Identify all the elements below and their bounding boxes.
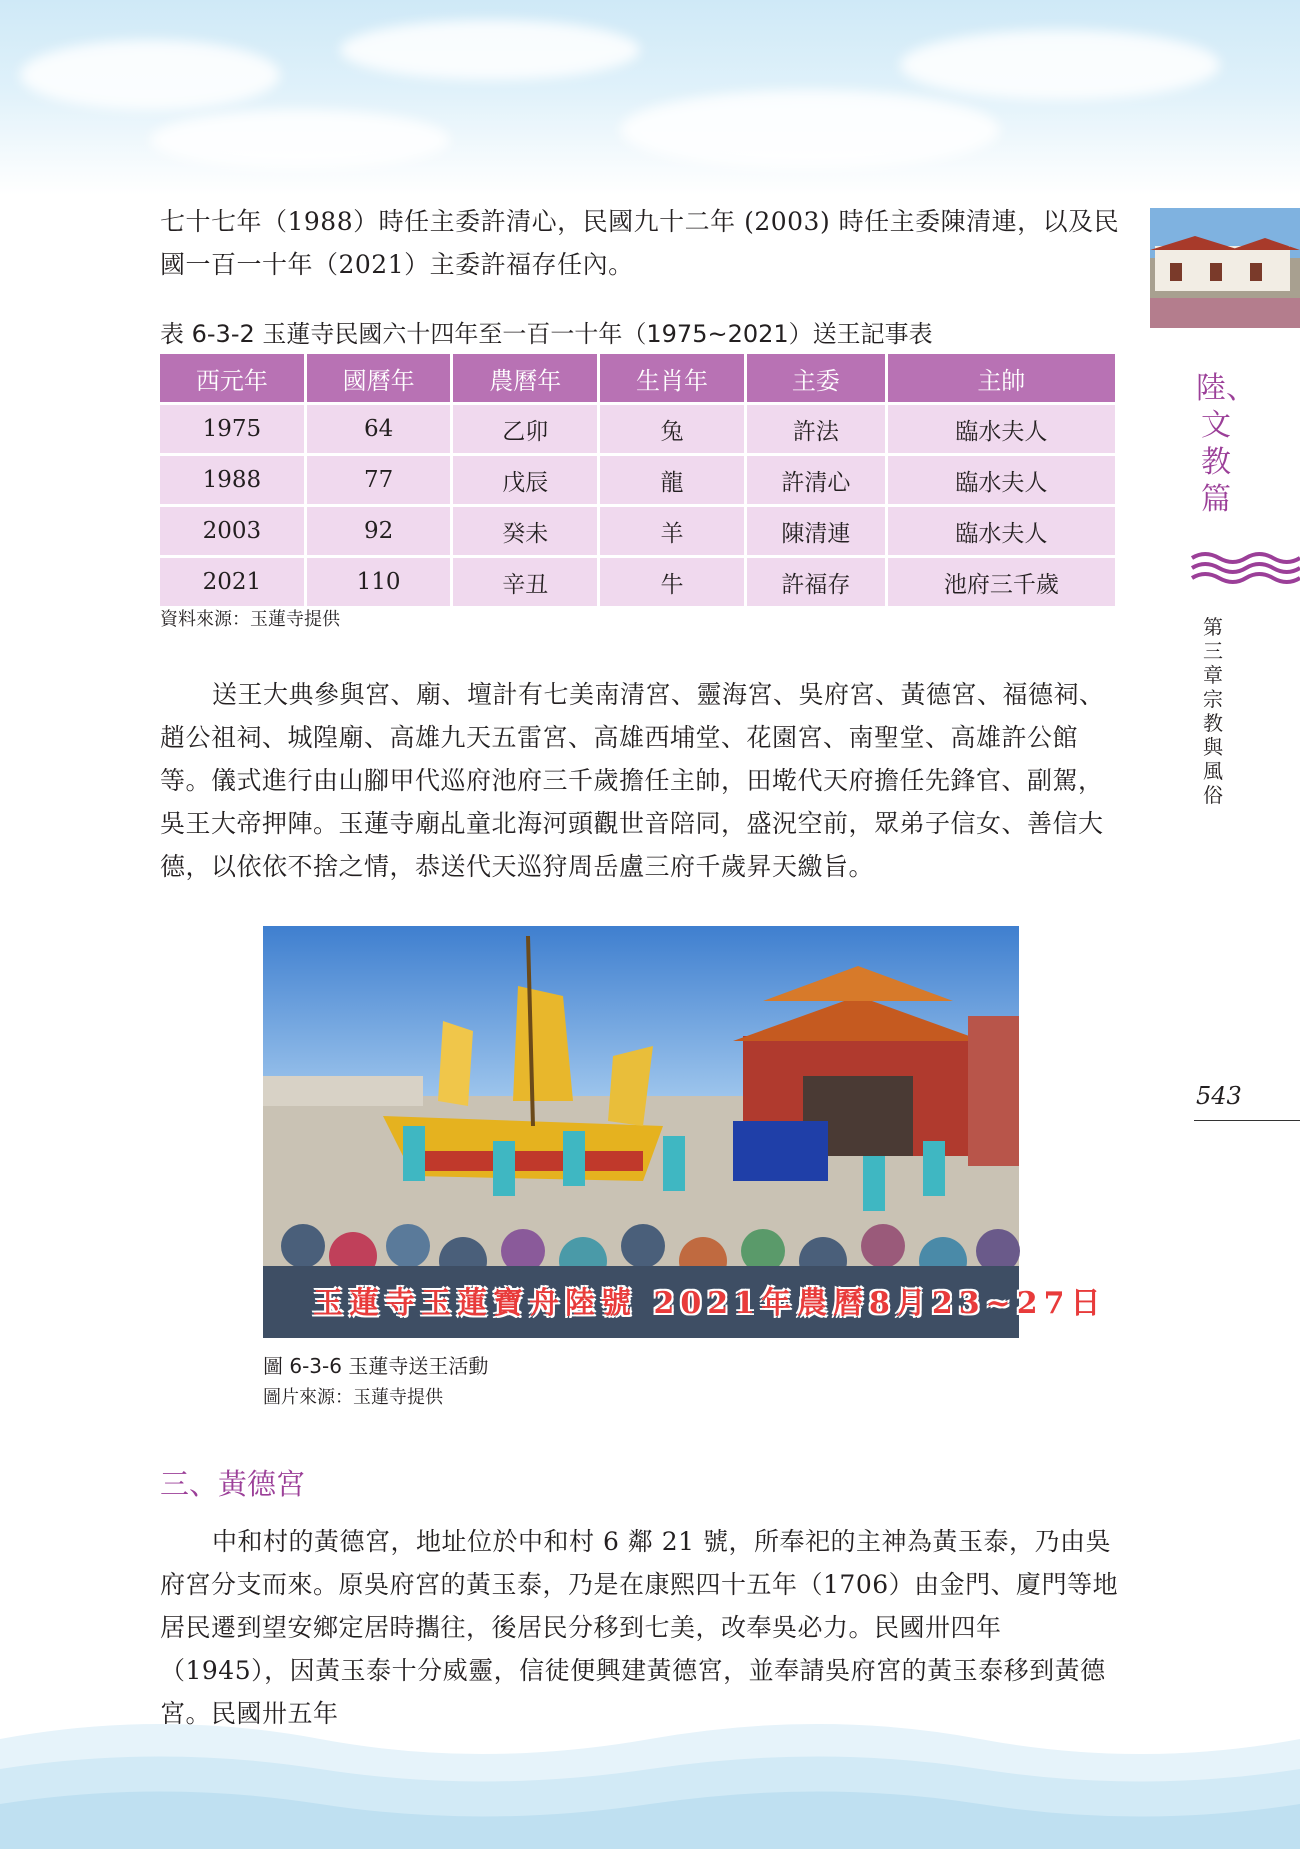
building-photo-illustration (1150, 208, 1300, 328)
page-number: 543 (1196, 1082, 1242, 1110)
section-heading: 三、黃德宮 (160, 1467, 306, 1501)
table-cell: 許清心 (747, 456, 885, 504)
table-cell: 牛 (600, 558, 744, 606)
column-header: 西元年 (160, 354, 304, 402)
table-cell: 2021 (160, 558, 304, 606)
table-cell: 辛丑 (453, 558, 597, 606)
table-cell: 戊辰 (453, 456, 597, 504)
column-header: 主帥 (888, 354, 1115, 402)
table-cell: 1988 (160, 456, 304, 504)
table-cell: 池府三千歲 (888, 558, 1115, 606)
figure-caption: 圖 6-3-6 玉蓮寺送王活動 (263, 1354, 489, 1378)
sidebar-chapter-title: 第三章 宗教與風俗 (1203, 615, 1223, 807)
body-paragraph: 送王大典參與宮、廟、壇計有七美南清宮、靈海宮、吳府宮、黃德宮、福德祠、趙公祖祠、城隍廟、高雄九天五雷宮、高雄西埔堂、花園宮、南聖堂、高雄許公館等。儀式進行由山腳甲代巡府池府三千歲擔任主帥，田墘代天府擔任先鋒官、副駕，吳王大帝押陣。玉蓮寺廟乩童北海河頭觀世音陪同，盛況空前，眾弟子信女、善信大德，以依依不捨之情，恭送代天巡狩周岳盧三府千歲昇天繳旨。 (160, 680, 1105, 881)
table-source: 資料來源：玉蓮寺提供 (160, 609, 340, 630)
table-title: 表 6-3-2 玉蓮寺民國六十四年至一百一十年（1975~2021）送王記事表 (160, 320, 933, 348)
sky-header-decoration (0, 0, 1300, 195)
table-cell: 77 (307, 456, 451, 504)
intro-paragraph: 七十七年（1988）時任主委許清心，民國九十二年 (2003) 時任主委陳清連，以及民國一百一十年（2021）主委許福存任內。 (160, 207, 1120, 279)
cloud-decoration (620, 90, 1000, 170)
page-number-rule (1194, 1120, 1300, 1121)
wave-ornament (1192, 550, 1300, 588)
photo-overlay-text: 玉蓮寺玉蓮寶舟陸號 2021年農曆8月23~27日 (313, 1286, 1107, 1321)
sidebar-building-photo (1150, 208, 1300, 328)
bottom-wave-decoration (0, 1699, 1300, 1849)
table-cell: 92 (307, 507, 451, 555)
column-header: 生肖年 (600, 354, 744, 402)
table-row (160, 558, 1115, 606)
cloud-decoration (20, 40, 280, 110)
table-cell: 許福存 (747, 558, 885, 606)
table-cell: 龍 (600, 456, 744, 504)
table-cell: 64 (307, 405, 451, 453)
table-cell: 陳清連 (747, 507, 885, 555)
table-cell: 1975 (160, 405, 304, 453)
table-row (160, 456, 1115, 504)
column-header: 主委 (747, 354, 885, 402)
sidebar-section-title: 陸、文教篇 (1196, 371, 1256, 517)
table-cell: 110 (307, 558, 451, 606)
cloud-decoration (340, 20, 640, 80)
table-cell: 臨水夫人 (888, 456, 1115, 504)
table-cell: 臨水夫人 (888, 405, 1115, 453)
table-header-row (160, 354, 1115, 402)
table-row (160, 507, 1115, 555)
ceremony-photo (263, 926, 1107, 1338)
ceremony-photo-illustration (263, 926, 1019, 1338)
cloud-decoration (150, 110, 450, 170)
cloud-decoration (900, 30, 1220, 100)
table-cell: 2003 (160, 507, 304, 555)
table-cell: 兔 (600, 405, 744, 453)
table-row (160, 405, 1115, 453)
table-cell: 臨水夫人 (888, 507, 1115, 555)
figure-source: 圖片來源：玉蓮寺提供 (263, 1387, 443, 1408)
table-cell: 乙卯 (453, 405, 597, 453)
column-header: 國曆年 (307, 354, 451, 402)
table-cell: 癸未 (453, 507, 597, 555)
column-header: 農曆年 (453, 354, 597, 402)
events-table (157, 351, 1118, 609)
table-cell: 許法 (747, 405, 885, 453)
table-cell: 羊 (600, 507, 744, 555)
section-paragraph: 中和村的黃德宮，地址位於中和村 6 鄰 21 號，所奉祀的主神為黃玉泰，乃由吳府宮分支而來。原吳府宮的黃玉泰，乃是在康熙四十五年（1706）由金門、廈門等地居民遷到望安鄉定居時攜往，後居民分移到七美，改奉吳必力。民國卅四年（1945），因黃玉泰十分威靈，信徒便興建黃德宮，並奉請吳府宮的黃玉泰移到黃德宮。民國卅五年 (160, 1527, 1119, 1728)
